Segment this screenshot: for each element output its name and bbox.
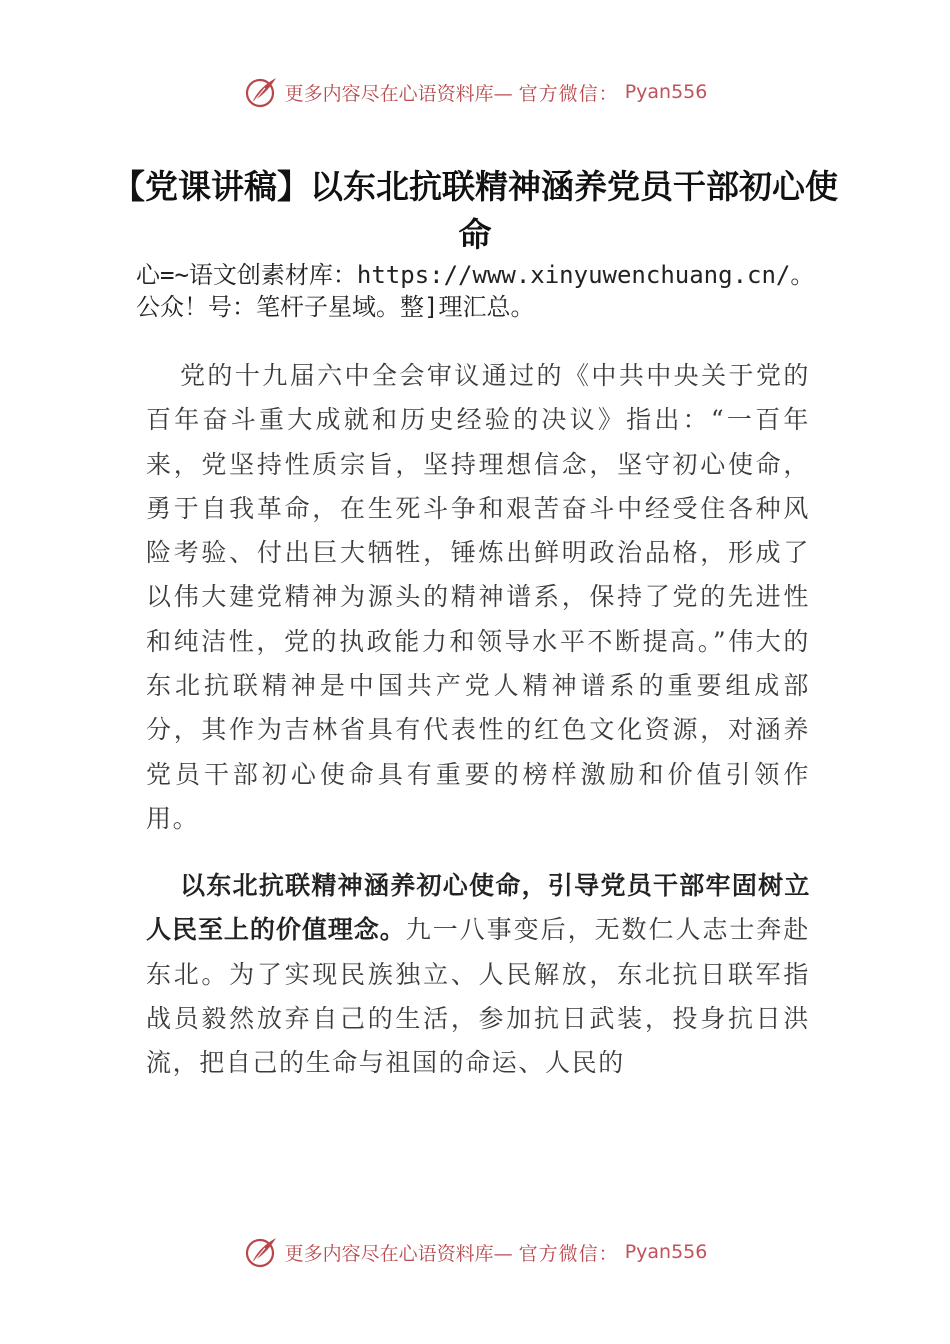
feather-pen-logo-icon [243, 1234, 279, 1270]
body-paragraph-2 [146, 864, 810, 1085]
source-note: 心=~语文创素材库：https://www.xinyuwenchuang.cn/。公众！号：笔杆子星域。整]理汇总。 [136, 261, 815, 321]
footer-watermark [0, 1230, 950, 1274]
watermark-account: Pyan556 [624, 1241, 708, 1263]
watermark-slogan: 更多内容尽在心语资料库— [284, 82, 513, 105]
watermark-slogan: 更多内容尽在心语资料库— [284, 1242, 513, 1265]
feather-pen-logo-icon [243, 74, 279, 110]
watermark-account: Pyan556 [624, 81, 708, 103]
watermark-wechat-label: 官方微信： [518, 82, 619, 105]
paragraph-2-lead: 以东北抗联精神涵养初心使命，引导党员干部牢固树立人民至上的价值理念。 [146, 871, 810, 945]
header-watermark [0, 70, 950, 114]
paragraph-2-body: 九一八事变后，无数仁人志士奔赴东北。为了实现民族独立、人民解放，东北抗日联军指战员毅然放弃自己的生活，参加抗日武装，投身抗日洪流，把自己的生命与祖国的命运、人民的 [146, 915, 810, 1078]
page-title: 【党课讲稿】以东北抗联精神涵养党员干部初心使命 [112, 167, 838, 254]
watermark-wechat-label: 官方微信： [518, 1242, 619, 1265]
body-paragraph-1: 党的十九届六中全会审议通过的《中共中央关于党的百年奋斗重大成就和历史经验的决议》指出：“一百年来，党坚持性质宗旨，坚持理想信念，坚守初心使命，勇于自我革命，在生死斗争和艰苦奋斗中经受住各种风险考验、付出巨大牺牲，锤炼出鲜明政治品格，形成了以伟大建党精神为源头的精神谱系，保持了党的先进性和纯洁性，党的执政能力和领导水平不断提高。”伟大的东北抗联精神是中国共产党人精神谱系的重要组成部分，其作为吉林省具有代表性的红色文化资源，对涵养党员干部初心使命具有重要的榜样激励和价值引领作用。 [146, 361, 810, 833]
